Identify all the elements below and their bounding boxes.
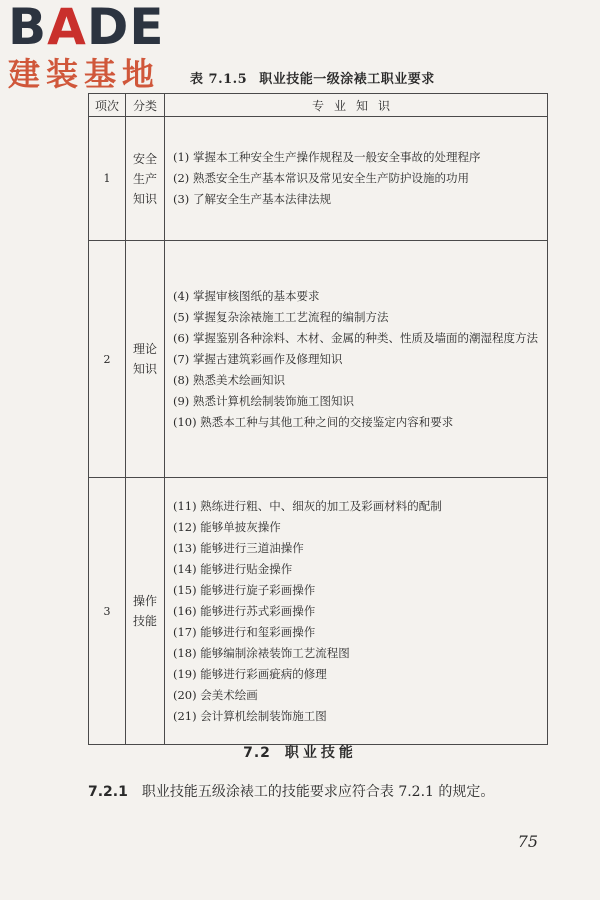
list-item: (2) 熟悉安全生产基本常识及常见安全生产防护设施的功用 [173,171,469,185]
section-heading [0,742,600,762]
list-item: (13) 能够进行三道油操作 [173,540,304,555]
list-item: (17) 能够进行和玺彩画操作 [173,624,316,639]
list-item: (6) 掌握鉴别各种涂料、木材、金属的种类、性质及墙面的潮湿程度方法 [173,330,538,345]
list-item: (5) 掌握复杂涂裱施工工艺流程的编制方法 [173,309,389,324]
list-item: (21) 会计算机绘制装饰施工图 [173,708,327,723]
table-row [89,241,548,478]
logo-subtitle: 建装基地 [8,55,161,93]
list-item: (16) 能够进行苏式彩画操作 [173,603,316,618]
list-item: (15) 能够进行旋子彩画操作 [173,582,316,597]
clause-paragraph [88,781,568,801]
table-title [190,68,435,87]
row-number: 1 [89,117,126,241]
list-item: (4) 掌握审核图纸的基本要求 [173,288,320,303]
logo-wordmark: BADE [8,0,165,56]
list-item: (18) 能够编制涂裱装饰工艺流程图 [173,645,350,660]
row-category: 理论 知识 [126,241,165,478]
list-item: (11) 熟练进行粗、中、细灰的加工及彩画材料的配制 [173,498,442,513]
list-item: (8) 熟悉美术绘画知识 [173,372,285,387]
bade-logo [8,2,183,92]
requirements-table [88,93,548,745]
list-item: (12) 能够单披灰操作 [173,519,281,534]
section-number: 7.2 [243,745,271,761]
header-knowledge: 专业知识 [165,94,548,117]
table-row [89,478,548,745]
list-item: (3) 了解安全生产基本法律法规 [173,192,331,206]
table-number: 表 7.1.5 [190,72,248,87]
list-item: (14) 能够进行贴金操作 [173,561,293,576]
page-number: 75 [517,832,538,851]
clause-text: 职业技能五级涂裱工的技能要求应符合表 7.2.1 的规定。 [141,784,495,800]
row-number: 3 [89,478,126,745]
list-item: (10) 熟悉本工种与其他工种之间的交接鉴定内容和要求 [173,414,454,429]
table-header-row [89,94,548,117]
section-title: 职业技能 [284,745,357,761]
row-knowledge [165,241,548,478]
header-category: 分类 [126,94,165,117]
row-number: 2 [89,241,126,478]
row-knowledge [165,478,548,745]
list-item: (20) 会美术绘画 [173,687,258,702]
list-item: (1) 掌握本工种安全生产操作规程及一般安全事故的处理程序 [173,150,481,164]
header-no: 项次 [89,94,126,117]
row-category: 操作 技能 [126,478,165,745]
list-item: (9) 熟悉计算机绘制装饰施工图知识 [173,393,354,408]
row-category: 安全 生产 知识 [126,117,165,241]
table-caption: 职业技能一级涂裱工职业要求 [259,72,435,87]
list-item: (7) 掌握古建筑彩画作及修理知识 [173,351,343,366]
clause-number: 7.2.1 [88,784,128,800]
table-row [89,117,548,241]
row-knowledge [165,117,548,241]
list-item: (19) 能够进行彩画疵病的修理 [173,666,327,681]
